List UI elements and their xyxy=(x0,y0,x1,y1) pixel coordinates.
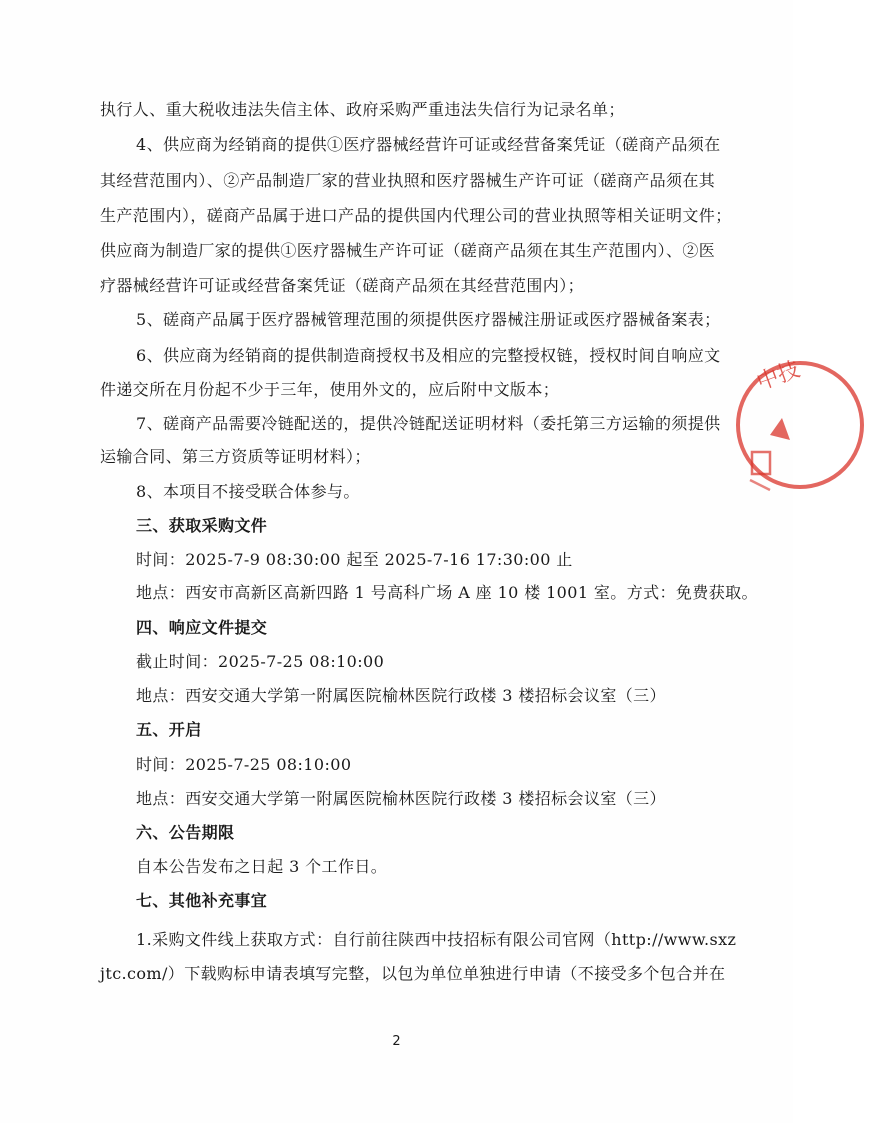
document-page: 执行人、重大税收违法失信主体、政府采购严重违法失信行为记录名单； 4、供应商为经销商的提供①医疗器械经营许可证或经营备案凭证（磋商产品须在 其经营范围内）、②产品制造厂家的营业执照和医疗器械生产许可证（磋商产品须在其 生产范围内），磋商产品属于进口产品的提供国内代理公司的营业执照等相关证明文件； 供应商为制造厂家的提供①医疗器械生产许可证（磋商产品须在其生产范围内）、②医 疗器械经营许可证或经营备案凭证（磋商产品须在其经营范围内）； 5、磋商产品属于医疗器械管理范围的须提供医疗器械注册证或医疗器械备案表； 6、供应商为经销商的提供制造商授权书及相应的完整授权链，授权时间自响应文 件递交所在月份起不少于三年，使用外文的，应后附中文版本； 7、磋商产品需要冷链配送的，提供冷链配送证明材料（委托第三方运输的须提供 运输合同、第三方资质等证明材料）； 8、本项目不接受联合体参与。 三、获取采购文件 时间：2025-7-9 08:30:00 起至 2025-7-16 17:30:00 止 地点：西安市高新区高新四路 1 号高科广场 A 座 10 楼 1001 室。方式：免费获取。 四、响应文件提交 截止时间：2025-7-25 08:10:00 地点：西安交通大学第一附属医院榆林医院行政楼 3 楼招标会议室（三） 五、开启 时间：2025-7-25 08:10:00 地点：西安交通大学第一附属医院榆林医院行政楼 3 楼招标会议室（三） 六、公告期限 自本公告发布之日起 3 个工作日。 七、其他补充事宜 1.采购文件线上获取方式：自行前往陕西中技招标有限公司官网（http://www.sxz jtc.com/）下载购标申请表填写完整，以包为单位单独进行申请（不接受多个包合并在 2 中技 xyxy=(0,0,793,1123)
seal-lettering: 中技 xyxy=(753,357,804,396)
page-number: 2 xyxy=(392,1034,401,1049)
official-seal-stamp xyxy=(730,340,870,510)
